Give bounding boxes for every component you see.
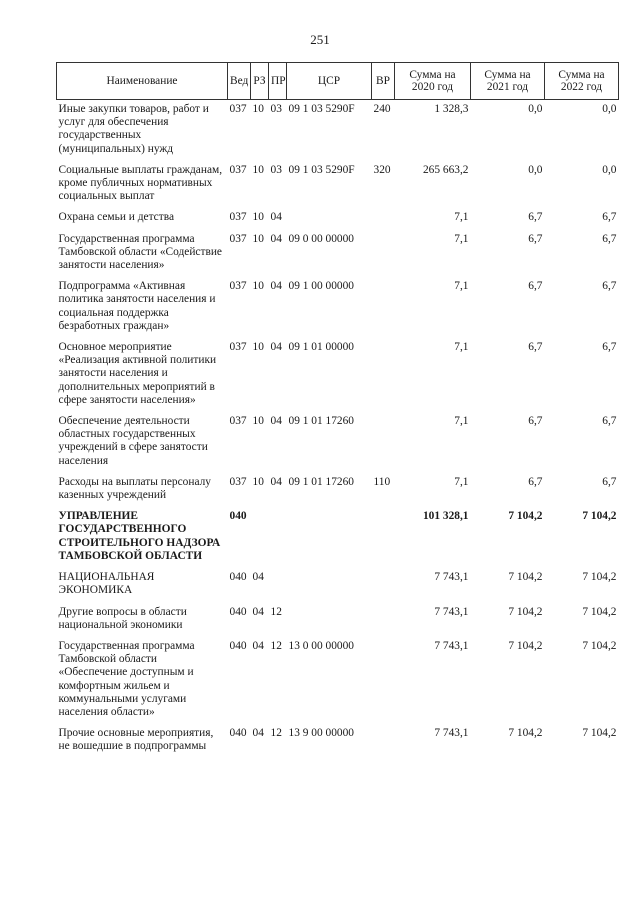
cell-sum-2020: 7,1 bbox=[454, 280, 469, 293]
cell-rz: 04 bbox=[252, 605, 264, 618]
cell-sum-2020: 7,1 bbox=[454, 211, 469, 224]
cell-sum-2022: 7 104,2 bbox=[582, 510, 617, 523]
cell-pr: 04 bbox=[270, 232, 282, 245]
cell-vr bbox=[372, 277, 395, 338]
cell-vr bbox=[372, 603, 395, 637]
table-row bbox=[57, 603, 619, 637]
cell-name: Охрана семьи и детства bbox=[58, 211, 174, 224]
header-rz: РЗ bbox=[251, 63, 269, 100]
cell-csr bbox=[287, 603, 372, 637]
table-row bbox=[57, 338, 619, 412]
cell-ved: 040 bbox=[229, 510, 247, 523]
table-row bbox=[57, 100, 619, 161]
budget-table bbox=[56, 62, 619, 759]
cell-sum-2022: 6,7 bbox=[602, 211, 617, 224]
cell-csr: 09 1 01 17260 bbox=[288, 475, 354, 488]
cell-csr bbox=[287, 568, 372, 602]
cell-sum-2022: 7 104,2 bbox=[582, 571, 617, 584]
cell-vr bbox=[372, 338, 395, 412]
cell-name: НАЦИОНАЛЬНАЯ ЭКОНОМИКА bbox=[58, 571, 155, 597]
cell-name: Социальные выплаты гражданам, кроме публичных нормативных социальных выплат bbox=[58, 163, 223, 203]
cell-pr: 03 bbox=[270, 103, 282, 115]
header-pr: ПР bbox=[269, 63, 287, 100]
cell-sum-2021: 0,0 bbox=[528, 103, 543, 115]
cell-pr: 04 bbox=[270, 280, 282, 293]
cell-pr: 12 bbox=[270, 605, 282, 618]
cell-ved: 040 bbox=[229, 639, 247, 652]
cell-vr: 240 bbox=[373, 103, 391, 115]
cell-csr bbox=[287, 208, 372, 229]
cell-sum-2022: 0,0 bbox=[602, 103, 617, 115]
cell-rz: 10 bbox=[252, 341, 264, 354]
cell-rz: 04 bbox=[252, 727, 264, 740]
cell-csr: 09 1 01 17260 bbox=[288, 415, 354, 428]
cell-ved: 037 bbox=[229, 280, 247, 293]
cell-csr: 09 1 00 00000 bbox=[288, 280, 354, 293]
cell-csr: 13 0 00 00000 bbox=[288, 639, 354, 652]
cell-sum-2022: 7 104,2 bbox=[582, 727, 617, 740]
cell-vr bbox=[372, 724, 395, 758]
cell-ved: 040 bbox=[229, 727, 247, 740]
cell-ved: 037 bbox=[229, 475, 247, 488]
cell-name: УПРАВЛЕНИЕ ГОСУДАРСТВЕННОГО СТРОИТЕЛЬНОГО НАДЗОРА ТАМБОВСКОЙ ОБЛАСТИ bbox=[58, 510, 221, 562]
table-row bbox=[57, 208, 619, 229]
cell-sum-2022: 6,7 bbox=[602, 232, 617, 245]
cell-sum-2021: 6,7 bbox=[528, 341, 543, 354]
header-sum-2022: Сумма на 2022 год bbox=[545, 63, 619, 100]
cell-sum-2020: 265 663,2 bbox=[422, 163, 469, 176]
cell-sum-2021: 6,7 bbox=[528, 475, 543, 488]
page-number: 251 bbox=[310, 32, 330, 47]
cell-pr bbox=[269, 507, 287, 568]
cell-vr: 110 bbox=[373, 475, 391, 488]
cell-sum-2020: 1 328,3 bbox=[434, 103, 469, 115]
cell-vr bbox=[372, 507, 395, 568]
cell-csr: 09 1 03 5290F bbox=[288, 163, 355, 176]
cell-sum-2021: 7 104,2 bbox=[508, 571, 543, 584]
cell-csr: 09 1 03 5290F bbox=[288, 103, 355, 115]
cell-vr bbox=[372, 412, 395, 473]
cell-sum-2022: 6,7 bbox=[602, 475, 617, 488]
cell-ved: 037 bbox=[229, 232, 247, 245]
cell-ved: 037 bbox=[229, 341, 247, 354]
cell-sum-2022: 6,7 bbox=[602, 280, 617, 293]
cell-csr: 09 0 00 00000 bbox=[288, 232, 354, 245]
cell-sum-2021: 6,7 bbox=[528, 280, 543, 293]
cell-rz: 10 bbox=[252, 163, 264, 176]
table-row bbox=[57, 507, 619, 568]
cell-pr: 12 bbox=[270, 639, 282, 652]
header-name: Наименование bbox=[57, 63, 228, 100]
cell-ved: 037 bbox=[229, 415, 247, 428]
cell-sum-2021: 7 104,2 bbox=[508, 605, 543, 618]
cell-name: Основное мероприятие «Реализация активной политики занятости населения и дополнительных мероприятий в сфере занятости населения» bbox=[58, 341, 217, 406]
cell-name: Государственная программа Тамбовской области «Обеспечение доступным и комфортным жильем и коммунальными услугами населения области» bbox=[58, 639, 195, 718]
cell-sum-2020: 7 743,1 bbox=[434, 727, 469, 740]
cell-vr bbox=[372, 568, 395, 602]
cell-name: Другие вопросы в области национальной экономики bbox=[58, 605, 187, 631]
cell-sum-2020: 7,1 bbox=[454, 341, 469, 354]
cell-sum-2022: 0,0 bbox=[602, 163, 617, 176]
header-csr: ЦСР bbox=[287, 63, 372, 100]
cell-name: Обеспечение деятельности областных государственных учреждений в сфере занятости населения bbox=[58, 415, 208, 467]
table-row bbox=[57, 724, 619, 758]
table-row bbox=[57, 412, 619, 473]
cell-sum-2020: 7,1 bbox=[454, 232, 469, 245]
cell-vr bbox=[372, 637, 395, 724]
cell-vr bbox=[372, 230, 395, 278]
cell-sum-2021: 6,7 bbox=[528, 211, 543, 224]
cell-rz: 04 bbox=[252, 571, 264, 584]
cell-pr: 12 bbox=[270, 727, 282, 740]
cell-sum-2022: 6,7 bbox=[602, 341, 617, 354]
cell-ved: 037 bbox=[229, 211, 247, 224]
table-row bbox=[57, 161, 619, 209]
cell-name: Иные закупки товаров, работ и услуг для обеспечения государственных (муниципальных) нужд bbox=[58, 103, 209, 155]
cell-sum-2020: 7 743,1 bbox=[434, 639, 469, 652]
cell-sum-2021: 7 104,2 bbox=[508, 639, 543, 652]
cell-csr: 13 9 00 00000 bbox=[288, 727, 354, 740]
header-row bbox=[57, 63, 619, 100]
cell-rz: 04 bbox=[252, 639, 264, 652]
cell-rz: 10 bbox=[252, 415, 264, 428]
cell-rz: 10 bbox=[252, 211, 264, 224]
cell-name: Расходы на выплаты персоналу казенных учреждений bbox=[58, 475, 211, 502]
cell-sum-2020: 101 328,1 bbox=[422, 510, 469, 523]
cell-sum-2021: 7 104,2 bbox=[508, 510, 543, 523]
table-row bbox=[57, 637, 619, 724]
table-row bbox=[57, 568, 619, 602]
cell-pr: 04 bbox=[270, 341, 282, 354]
cell-sum-2020: 7 743,1 bbox=[434, 571, 469, 584]
cell-pr: 04 bbox=[270, 211, 282, 224]
cell-sum-2020: 7,1 bbox=[454, 475, 469, 488]
cell-name: Прочие основные мероприятия, не вошедшие в подпрограммы bbox=[58, 727, 214, 753]
cell-sum-2020: 7 743,1 bbox=[434, 605, 469, 618]
cell-sum-2021: 6,7 bbox=[528, 415, 543, 428]
cell-name: Государственная программа Тамбовской области «Содействие занятости населения» bbox=[58, 232, 222, 272]
cell-ved: 040 bbox=[229, 571, 247, 584]
cell-pr: 03 bbox=[270, 163, 282, 176]
cell-csr bbox=[287, 507, 372, 568]
table-body bbox=[57, 100, 619, 759]
cell-pr bbox=[269, 568, 287, 602]
cell-ved: 037 bbox=[229, 103, 247, 115]
cell-csr: 09 1 01 00000 bbox=[288, 341, 354, 354]
cell-vr: 320 bbox=[373, 163, 391, 176]
cell-sum-2020: 7,1 bbox=[454, 415, 469, 428]
cell-rz: 10 bbox=[252, 280, 264, 293]
header-vr: ВР bbox=[372, 63, 395, 100]
cell-pr: 04 bbox=[270, 475, 282, 488]
cell-rz: 10 bbox=[252, 103, 264, 115]
cell-sum-2022: 6,7 bbox=[602, 415, 617, 428]
cell-sum-2022: 7 104,2 bbox=[582, 605, 617, 618]
table-row bbox=[57, 277, 619, 338]
table-row bbox=[57, 473, 619, 507]
header-sum-2021: Сумма на 2021 год bbox=[471, 63, 545, 100]
header-ved: Вед bbox=[228, 63, 251, 100]
cell-ved: 037 bbox=[229, 163, 247, 176]
cell-sum-2021: 7 104,2 bbox=[508, 727, 543, 740]
cell-sum-2021: 6,7 bbox=[528, 232, 543, 245]
cell-rz: 10 bbox=[252, 232, 264, 245]
cell-sum-2022: 7 104,2 bbox=[582, 639, 617, 652]
cell-sum-2021: 0,0 bbox=[528, 163, 543, 176]
cell-name: Подпрограмма «Активная политика занятости населения и социальная поддержка безработных граждан» bbox=[58, 280, 216, 332]
cell-pr: 04 bbox=[270, 415, 282, 428]
cell-vr bbox=[372, 208, 395, 229]
cell-rz: 10 bbox=[252, 475, 264, 488]
cell-rz bbox=[251, 507, 269, 568]
header-sum-2020: Сумма на 2020 год bbox=[395, 63, 471, 100]
table-row bbox=[57, 230, 619, 278]
cell-ved: 040 bbox=[229, 605, 247, 618]
